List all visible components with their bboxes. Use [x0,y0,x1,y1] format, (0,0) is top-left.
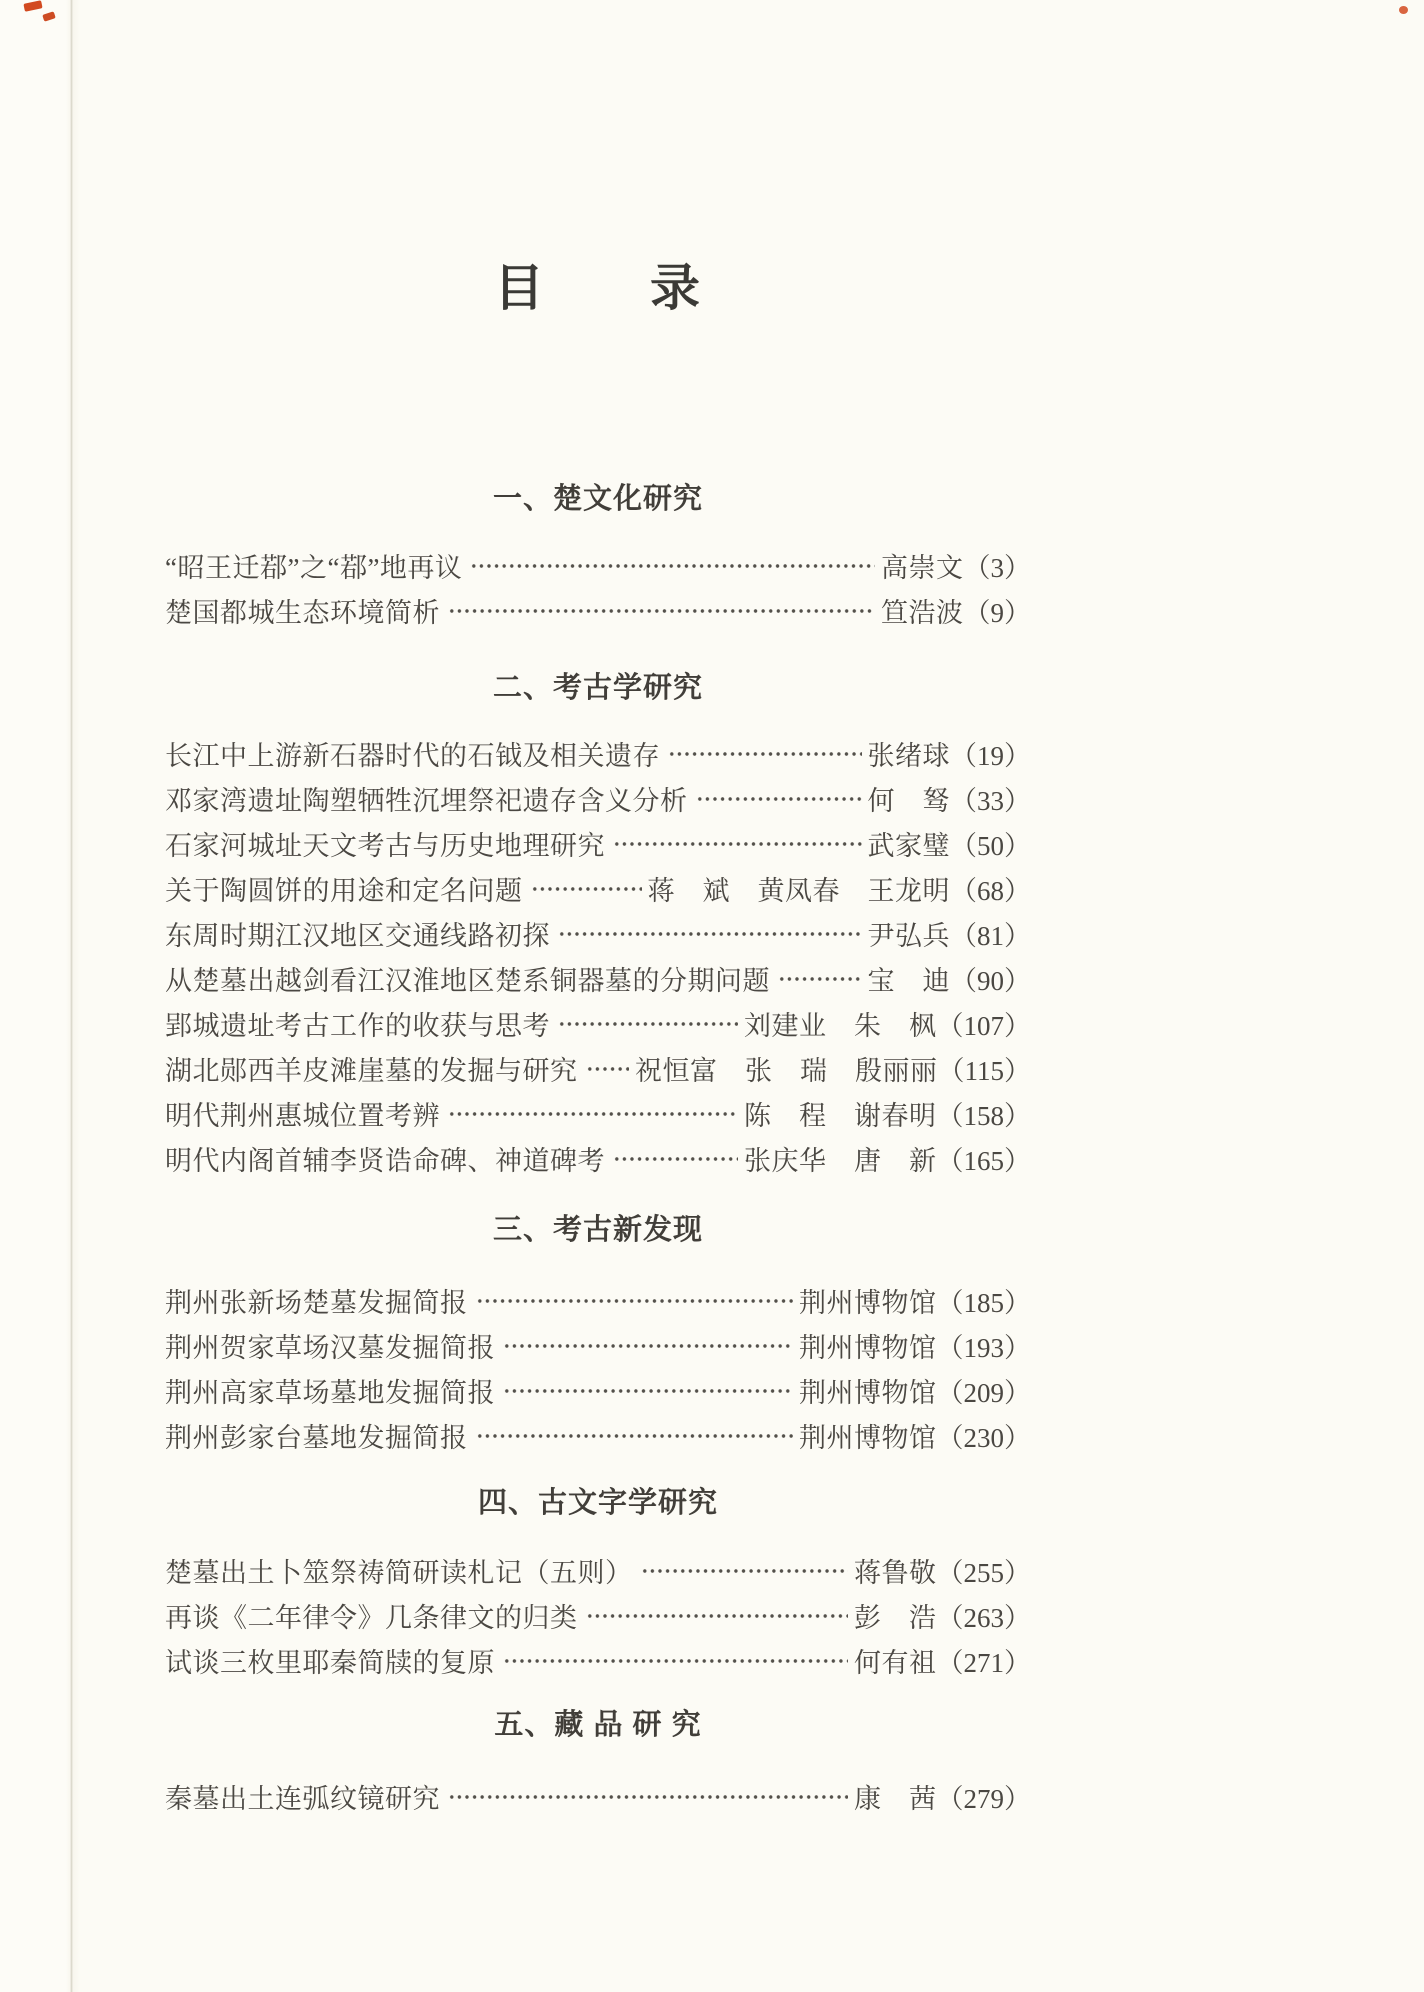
dotted-leader [586,1593,849,1638]
dotted-leader [531,866,642,911]
toc-entry [165,1046,1031,1091]
entry-page-number: （271） [936,1648,1031,1678]
section-entries [165,543,1031,633]
entry-authors: 张庆华 唐 新 [744,1146,937,1176]
dotted-leader [696,776,862,821]
toc-entry [165,821,1031,866]
dotted-leader [470,543,875,588]
toc-entry [165,911,1031,956]
entry-page-number: （50） [950,831,1031,861]
toc-entry [165,1323,1031,1368]
dotted-leader [503,1638,848,1683]
toc-entry [165,1368,1031,1413]
dotted-leader [448,1091,738,1136]
dotted-leader [503,1368,793,1413]
scan-artifact [23,0,42,12]
dotted-leader [476,1413,794,1458]
dotted-leader [613,1136,738,1181]
entry-authors: 彭 浩 [854,1603,937,1633]
entry-page-number: （90） [950,966,1031,996]
dotted-leader [558,911,862,956]
toc-content [165,0,1031,1819]
entry-page-number: （81） [950,921,1031,951]
entry-title: 从楚墓出越剑看江汉淮地区楚系铜器墓的分期问题 [165,966,770,996]
entry-page-number: （230） [936,1423,1031,1453]
entry-authors: 何有祖 [854,1648,937,1678]
toc-entry [165,1278,1031,1323]
toc-entry [165,1091,1031,1136]
entry-page-number: （68） [950,876,1031,906]
entry-authors: 康 茜 [854,1784,937,1814]
entry-page-number: （19） [950,741,1031,771]
dotted-leader [476,1278,794,1323]
entry-title: 楚国都城生态环境简析 [165,598,440,628]
entry-title: 荆州彭家台墓地发掘简报 [165,1423,468,1453]
entry-title: 秦墓出土连弧纹镜研究 [165,1784,440,1814]
entry-title: 楚墓出土卜筮祭祷简研读札记（五则） [165,1558,633,1588]
toc-section-paleography [165,1485,1031,1683]
entry-page-number: （193） [936,1333,1031,1363]
section-heading: 四、古文字学研究 [477,1487,718,1519]
entry-page-number: （185） [936,1288,1031,1318]
dotted-leader [641,1548,849,1593]
entry-authors: 武家璧 [867,831,950,861]
entry-page-number: （165） [936,1146,1031,1176]
entry-page-number: （33） [950,786,1031,816]
entry-page-number: （9） [963,598,1031,628]
toc-entry [165,1593,1031,1638]
entry-authors: 蒋 斌 黄凤春 王龙明 [647,876,950,906]
section-heading: 二、考古学研究 [492,672,703,704]
page-title: 目 录 [494,260,702,316]
entry-authors: 陈 程 谢春明 [744,1101,937,1131]
entry-authors: 荆州博物馆 [799,1288,937,1318]
entry-page-number: （3） [963,553,1031,583]
toc-entry [165,1136,1031,1181]
section-entries [165,1774,1031,1819]
toc-entry [165,776,1031,821]
entry-title: 荆州张新场楚墓发掘简报 [165,1288,468,1318]
dotted-leader [778,956,862,1001]
entry-authors: 宝 迪 [867,966,950,996]
scan-artifact [1399,6,1408,14]
entry-authors: 荆州博物馆 [799,1378,937,1408]
toc-entry [165,1001,1031,1046]
page-crease [70,0,73,1992]
scan-artifact [42,11,56,21]
entry-title: 荆州贺家草场汉墓发掘简报 [165,1333,495,1363]
toc-entry [165,956,1031,1001]
entry-title: 试谈三枚里耶秦简牍的复原 [165,1648,495,1678]
toc-entry [165,588,1031,633]
entry-title: 郢城遗址考古工作的收获与思考 [165,1011,550,1041]
entry-authors: 祝恒富 张 瑞 殷丽丽 [635,1056,938,1086]
entry-page-number: （107） [936,1011,1031,1041]
toc-entry [165,1638,1031,1683]
entry-page-number: （115） [937,1056,1031,1086]
dotted-leader [613,821,862,866]
entry-authors: 荆州博物馆 [799,1423,937,1453]
entry-authors: 高崇文 [881,553,964,583]
dotted-leader [448,1774,848,1819]
dotted-leader [586,1046,630,1091]
entry-page-number: （263） [936,1603,1031,1633]
toc-entry [165,543,1031,588]
dotted-leader [558,1001,738,1046]
entry-title: 明代内阁首辅李贤诰命碑、神道碑考 [165,1146,605,1176]
dotted-leader [668,731,862,776]
entry-title: 湖北郧西羊皮滩崖墓的发掘与研究 [165,1056,578,1086]
entry-title: 石家河城址天文考古与历史地理研究 [165,831,605,861]
entry-title: 荆州高家草场墓地发掘简报 [165,1378,495,1408]
entry-title: 明代荆州惠城位置考辨 [165,1101,440,1131]
section-heading: 五、藏 品 研 究 [494,1709,702,1741]
entry-title: 东周时期江汉地区交通线路初探 [165,921,550,951]
entry-page-number: （158） [936,1101,1031,1131]
toc-entry [165,1548,1031,1593]
toc-entry [165,1413,1031,1458]
entry-page-number: （255） [936,1558,1031,1588]
toc-section-collections [165,1707,1031,1819]
toc-section-chu-culture [165,481,1031,633]
section-entries [165,731,1031,1181]
entry-title: 邓家湾遗址陶塑牺牲沉埋祭祀遗存含义分析 [165,786,688,816]
entry-page-number: （209） [936,1378,1031,1408]
section-entries [165,1548,1031,1683]
section-heading: 一、楚文化研究 [492,483,703,515]
section-entries [165,1278,1031,1458]
toc-entry [165,866,1031,911]
entry-title: 关于陶圆饼的用途和定名问题 [165,876,523,906]
toc-section-archaeology [165,670,1031,1181]
section-heading: 三、考古新发现 [492,1214,703,1246]
entry-title: 再谈《二年律令》几条律文的归类 [165,1603,578,1633]
toc-entry [165,1774,1031,1819]
entry-authors: 笪浩波 [881,598,964,628]
toc-entry [165,731,1031,776]
entry-authors: 蒋鲁敬 [854,1558,937,1588]
entry-authors: 荆州博物馆 [799,1333,937,1363]
toc-section-new-discoveries [165,1212,1031,1458]
entry-title: “昭王迁鄀”之“鄀”地再议 [165,553,463,583]
entry-page-number: （279） [936,1784,1031,1814]
entry-authors: 张绪球 [867,741,950,771]
entry-title: 长江中上游新石器时代的石钺及相关遗存 [165,741,660,771]
dotted-leader [448,588,875,633]
entry-authors: 刘建业 朱 枫 [744,1011,937,1041]
entry-authors: 何 驽 [867,786,950,816]
entry-authors: 尹弘兵 [867,921,950,951]
dotted-leader [503,1323,793,1368]
